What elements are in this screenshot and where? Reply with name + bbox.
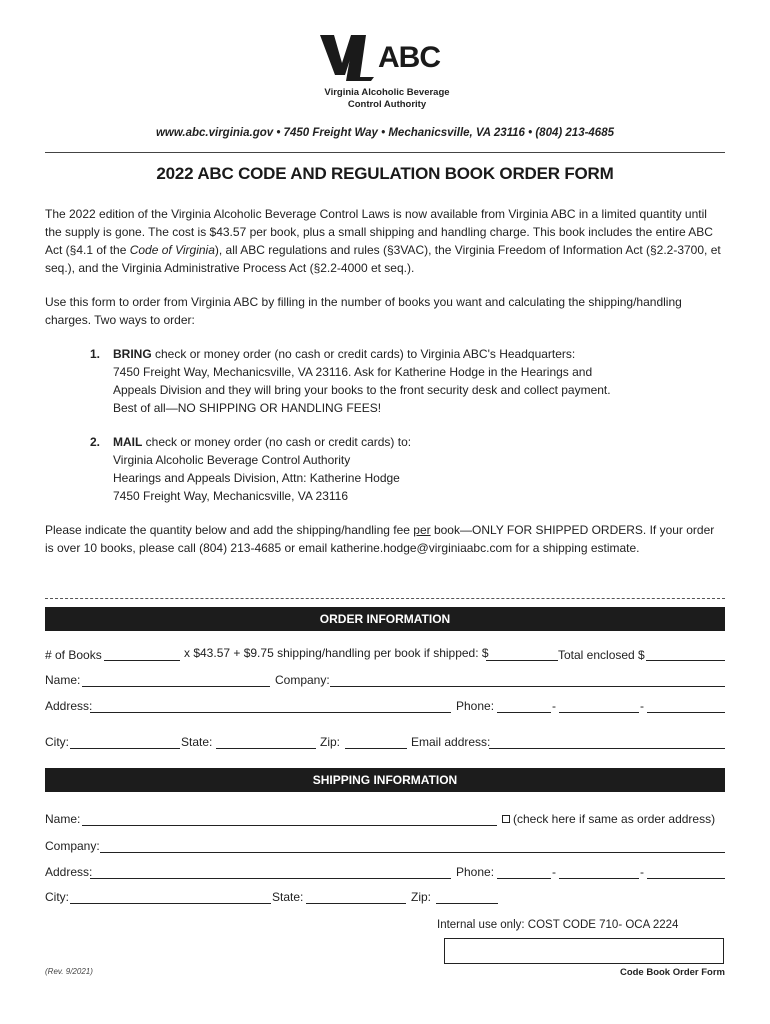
books-label: # of Books <box>45 648 102 662</box>
phone-dash: - <box>552 865 556 879</box>
order-city-label: City: <box>45 735 69 749</box>
shipping-amount-field[interactable] <box>486 660 558 661</box>
ship-city-field[interactable] <box>70 903 271 904</box>
ship-zip-field[interactable] <box>436 903 498 904</box>
option-mail <box>90 433 730 505</box>
header-divider <box>45 152 725 153</box>
ship-zip-label: Zip: <box>411 890 432 904</box>
phone-dash: - <box>640 699 644 713</box>
order-zip-label: Zip: <box>320 735 341 749</box>
quantity-note <box>45 521 725 557</box>
option-bring-line4: Best of all—NO SHIPPING OR HANDLING FEES! <box>113 401 382 415</box>
option-bring-line1: check or money order (no cash or credit cards) to Virginia ABC's Headquarters: <box>151 347 576 361</box>
intro-text-a: The 2022 edition of the Virginia Alcoholic Beverage Control Laws is now available from Virginia ABC in a limited quantity until the supply is gone. The cost is $43.57 per book, plus a small shipping and handling charge. This book includes the entire ABC Act (§4.1 of the <box>45 207 713 257</box>
instructions-paragraph: Use this form to order from Virginia ABC by filling in the number of books you want and calculating the shipping/handling charges. Two ways to order: <box>45 295 682 327</box>
order-state-field[interactable] <box>216 748 316 749</box>
order-name-field[interactable] <box>82 686 270 687</box>
intro-text-b: ), all ABC regulations and rules (§3VAC), the Virginia Freedom of Information Act (§2.2-3700, et seq.), and the Virginia Administrative Process Act (§2.2-4000 et seq.). <box>45 243 721 275</box>
option-mail-keyword: MAIL <box>113 435 143 449</box>
phone-dash: - <box>640 865 644 879</box>
org-name <box>319 87 455 111</box>
contact-line: www.abc.virginia.gov • 7450 Freight Way • Mechanicsville, VA 23116 • (804) 213-4685 <box>155 127 614 139</box>
phone-dash: - <box>552 699 556 713</box>
ship-city-label: City: <box>45 890 69 904</box>
order-state-label: State: <box>181 735 213 749</box>
revision-date: (Rev. 9/2021) <box>45 967 93 976</box>
intro-paragraph <box>45 205 725 277</box>
order-info-header: ORDER INFORMATION <box>45 607 725 631</box>
ship-name-label: Name: <box>45 812 81 826</box>
ship-company-field[interactable] <box>100 852 725 853</box>
order-phone-prefix-field[interactable] <box>559 712 639 713</box>
footer-form-name: Code Book Order Form <box>619 967 725 978</box>
total-label: Total enclosed $ <box>558 648 645 662</box>
ship-address-field[interactable] <box>90 878 451 879</box>
internal-use-box[interactable] <box>444 938 724 964</box>
shipping-info-header: SHIPPING INFORMATION <box>45 768 725 792</box>
order-company-field[interactable] <box>330 686 725 687</box>
ship-address-label: Address: <box>45 865 93 879</box>
note-underlined: per <box>413 523 431 537</box>
ship-state-field[interactable] <box>306 903 406 904</box>
order-email-label: Email address: <box>411 735 491 749</box>
option-mail-line4: 7450 Freight Way, Mechanicsville, VA 23116 <box>113 489 349 503</box>
option-bring-keyword: BRING <box>113 347 152 361</box>
same-address-label: (check here if same as order address) <box>513 812 716 826</box>
form-title: 2022 ABC CODE AND REGULATION BOOK ORDER FORM <box>156 164 614 183</box>
order-name-label: Name: <box>45 673 81 687</box>
price-label: x $43.57 + $9.75 shipping/handling per book if shipped: $ <box>184 646 489 660</box>
order-phone-area-field[interactable] <box>497 712 551 713</box>
same-address-checkbox[interactable] <box>502 815 510 823</box>
order-zip-field[interactable] <box>345 748 407 749</box>
order-city-field[interactable] <box>70 748 180 749</box>
ship-name-field[interactable] <box>82 825 497 826</box>
internal-use-label: Internal use only: COST CODE 710- OCA 2224 <box>437 919 679 931</box>
option-mail-line2: Virginia Alcoholic Beverage Control Authority <box>113 453 351 467</box>
org-name-line1: Virginia Alcoholic Beverage <box>324 87 450 98</box>
order-email-field[interactable] <box>489 748 725 749</box>
option-number: 2. <box>90 435 101 449</box>
intro-text-italic: Code of Virginia <box>129 243 215 257</box>
ship-phone-line-field[interactable] <box>647 878 725 879</box>
ship-phone-prefix-field[interactable] <box>559 878 639 879</box>
ship-company-label: Company: <box>45 839 100 853</box>
cut-line <box>45 598 725 599</box>
note-text-a: Please indicate the quantity below and add the shipping/handling fee <box>45 523 414 537</box>
option-mail-line1: check or money order (no cash or credit cards) to: <box>142 435 412 449</box>
logo-abc-letters: ABC <box>378 41 440 74</box>
org-name-line2: Control Authority <box>347 99 427 110</box>
option-number: 1. <box>90 347 101 361</box>
order-company-label: Company: <box>275 673 330 687</box>
order-address-field[interactable] <box>90 712 451 713</box>
order-address-label: Address: <box>45 699 93 713</box>
note-text-b: book—ONLY FOR SHIPPED ORDERS. If your order is over 10 books, please call (804) 213-4685 or email katherine.hodge@virginiaabc.com for a shipping estimate. <box>45 523 715 555</box>
ship-phone-label: Phone: <box>456 865 495 879</box>
total-enclosed-field[interactable] <box>646 660 725 661</box>
option-mail-line3: Hearings and Appeals Division, Attn: Katherine Hodge <box>113 471 400 485</box>
order-phone-line-field[interactable] <box>647 712 725 713</box>
books-quantity-field[interactable] <box>104 660 180 661</box>
order-phone-label: Phone: <box>456 699 495 713</box>
option-bring <box>90 345 730 417</box>
ship-state-label: State: <box>272 890 304 904</box>
option-bring-line3: Appeals Division and they will bring your books to the front security desk and collect payment. <box>113 383 611 397</box>
option-bring-line2: 7450 Freight Way, Mechanicsville, VA 23116. Ask for Katherine Hodge in the Hearings and <box>113 365 593 379</box>
ship-phone-area-field[interactable] <box>497 878 551 879</box>
va-abc-logo-mark-icon <box>318 33 453 83</box>
